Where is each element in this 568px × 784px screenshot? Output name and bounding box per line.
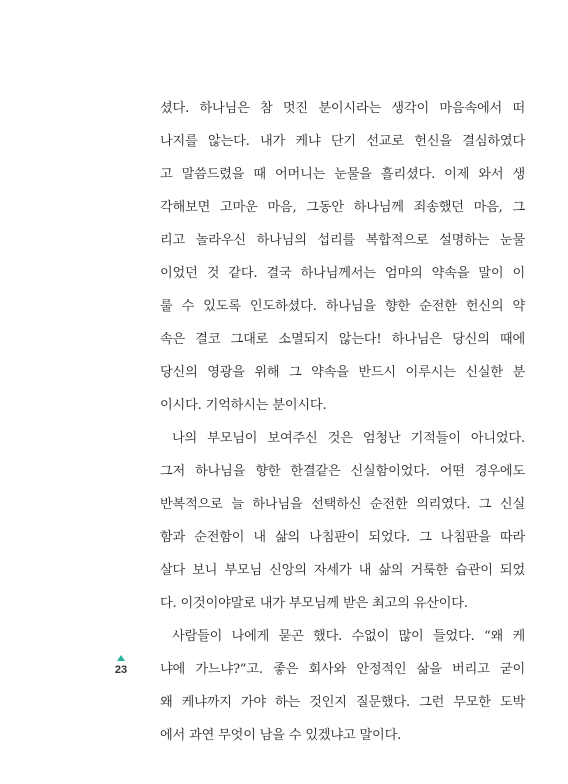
text-line: 리고 놀라우신 하나님의 섭리를 복합적으로 설명하는 눈물 <box>160 233 525 248</box>
text-line: 이시다. 기억하시는 분이시다. <box>160 398 327 413</box>
paragraph-1 <box>160 92 525 422</box>
text-line: 살다 보니 부모님 신앙의 자세가 내 삶의 거룩한 습관이 되었 <box>160 563 525 578</box>
text-line: 나의 부모님이 보여주신 것은 엄청난 기적들이 아니었다. <box>172 431 525 446</box>
text-line: 반복적으로 늘 하나님을 선택하신 순전한 의리였다. 그 신실 <box>160 497 525 512</box>
text-line: 왜 케냐까지 가야 하는 것인지 질문했다. 그런 무모한 도박 <box>160 695 525 710</box>
text-line: 함과 순전함이 내 삶의 나침판이 되었다. 그 나침판을 따라 <box>160 530 525 545</box>
body-text <box>160 92 525 752</box>
text-line: 사람들이 나에게 묻곤 했다. 수없이 많이 들었다. “왜 케 <box>172 629 525 644</box>
text-line: 각해보면 고마운 마음, 그동안 하나님께 죄송했던 마음, 그 <box>160 200 525 215</box>
text-line: 나지를 않는다. 내가 케냐 단기 선교로 헌신을 결심하였다 <box>160 134 525 149</box>
paragraph-3 <box>160 620 525 752</box>
text-line: 냐에 가느냐?”고. 좋은 회사와 안정적인 삶을 버리고 굳이 <box>160 662 525 677</box>
text-line: 고 말씀드렸을 때 어머니는 눈물을 흘리셨다. 이제 와서 생 <box>160 167 525 182</box>
text-line: 이었던 것 같다. 결국 하나님께서는 엄마의 약속을 말이 이 <box>160 266 525 281</box>
triangle-marker-icon <box>117 655 125 661</box>
text-line: 다. 이것이야말로 내가 부모님께 받은 최고의 유산이다. <box>160 596 468 611</box>
paragraph-2 <box>160 422 525 620</box>
text-line: 에서 과연 무엇이 남을 수 있겠냐고 말이다. <box>160 728 402 743</box>
text-line: 셨다. 하나님은 참 멋진 분이시라는 생각이 마음속에서 떠 <box>160 101 525 116</box>
text-line: 그저 하나님을 향한 한결같은 신실함이었다. 어떤 경우에도 <box>160 464 525 479</box>
text-line: 당신의 영광을 위해 그 약속을 반드시 이루시는 신실한 분 <box>160 365 525 380</box>
text-line: 룰 수 있도록 인도하셨다. 하나님을 향한 순전한 헌신의 약 <box>160 299 525 314</box>
text-line: 속은 결코 그대로 소멸되지 않는다! 하나님은 당신의 때에 <box>160 332 525 347</box>
page-number: 23 <box>114 664 128 676</box>
page-folio <box>109 655 133 677</box>
